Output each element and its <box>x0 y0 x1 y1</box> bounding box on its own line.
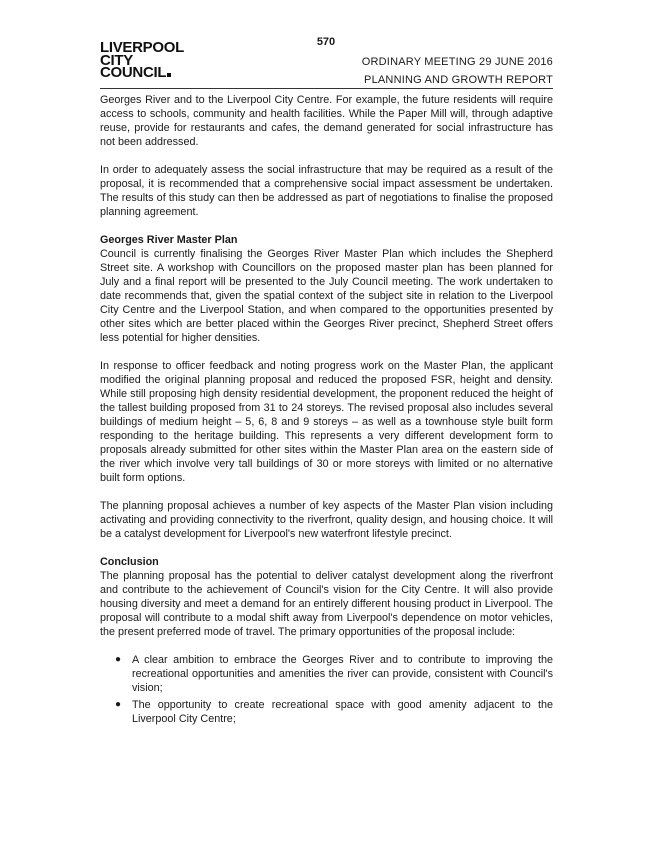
paragraph-3: Council is currently finalising the Georges River Master Plan which includes the Shepherd Street site. A workshop with Councillors on the proposed master plan has been planned for July and a final report will be presented to the July Council meeting. The work undertaken to date recommends that, given the spatial context of the subject site in relation to the Liverpool City Centre and the Liverpool Station, and when compared to the opportunities presented by other sites which are better placed within the Georges River precinct, Shepherd Street offers less potential for higher densities. <box>100 248 553 344</box>
logo-line-1: LIVERPOOL <box>100 39 184 56</box>
paragraph-6: The planning proposal has the potential to deliver catalyst development along the riverfront and contribute to the achievement of Council's vision for the City Centre. It will also provide housing diversity and meet a demand for an entirely different housing product in Liverpool. The proposal will contribute to a modal shift away from Liverpool's dependence on motor vehicles, the present preferred mode of travel. The primary opportunities of the proposal include: <box>100 570 553 638</box>
meeting-title: ORDINARY MEETING 29 JUNE 2016 <box>361 56 553 68</box>
list-item <box>115 698 553 726</box>
report-title: PLANNING AND GROWTH REPORT <box>364 74 553 86</box>
opportunities-list <box>100 653 553 726</box>
list-item <box>115 653 553 695</box>
paragraph-1: Georges River and to the Liverpool City Centre. For example, the future residents will require access to schools, community and health facilities. While the Paper Mill will, through adaptive reuse, provide for restaurants and cafes, the demand generated for social infrastructure has not been addressed. <box>100 94 553 148</box>
header-rule <box>100 88 553 89</box>
list-item-text: The opportunity to create recreational space with good amenity adjacent to the Liverpool City Centre; <box>132 699 553 725</box>
list-item-text: A clear ambition to embrace the Georges River and to contribute to improving the recreational opportunities and amenities the river can provide, consistent with Council's vision; <box>132 654 553 694</box>
logo-line-3: COUNCIL <box>100 64 167 81</box>
heading-conclusion: Conclusion <box>100 556 159 568</box>
report-body <box>100 93 553 729</box>
logo-line-2: CITY <box>100 51 133 69</box>
paragraph-2: In order to adequately assess the social infrastructure that may be required as a result of the proposal, it is recommended that a comprehensive social impact assessment be undertaken. The results of this study can then be addressed as part of negotiations to finalise the proposed planning agreement. <box>100 164 553 218</box>
council-logo <box>100 39 184 81</box>
page-number: 570 <box>316 36 336 48</box>
paragraph-5: The planning proposal achieves a number of key aspects of the Master Plan vision including activating and providing connectivity to the riverfront, quality design, and housing choice. It will be a catalyst development for Liverpool's new waterfront lifestyle precinct. <box>100 500 553 540</box>
logo-dot-icon <box>167 73 171 77</box>
heading-master-plan: Georges River Master Plan <box>100 234 238 246</box>
paragraph-4: In response to officer feedback and noting progress work on the Master Plan, the applicant modified the original planning proposal and reduced the proposed FSR, height and density. While still proposing high density residential development, the proponent reduced the height of the tallest building proposed from 31 to 24 storeys. The revised proposal also includes several buildings of medium height – 5, 6, 8 and 9 storeys – as well as a townhouse style built form responding to the heritage building. This represents a very different development form to proposals already submitted for other sites within the Master Plan area on the eastern side of the river which involve very tall buildings of 30 or more storeys with limited or no alternative built form options. <box>100 360 553 484</box>
bullet-icon: ● <box>115 654 122 665</box>
logo-line-3-wrap <box>100 64 184 81</box>
bullet-icon: ● <box>115 699 122 710</box>
